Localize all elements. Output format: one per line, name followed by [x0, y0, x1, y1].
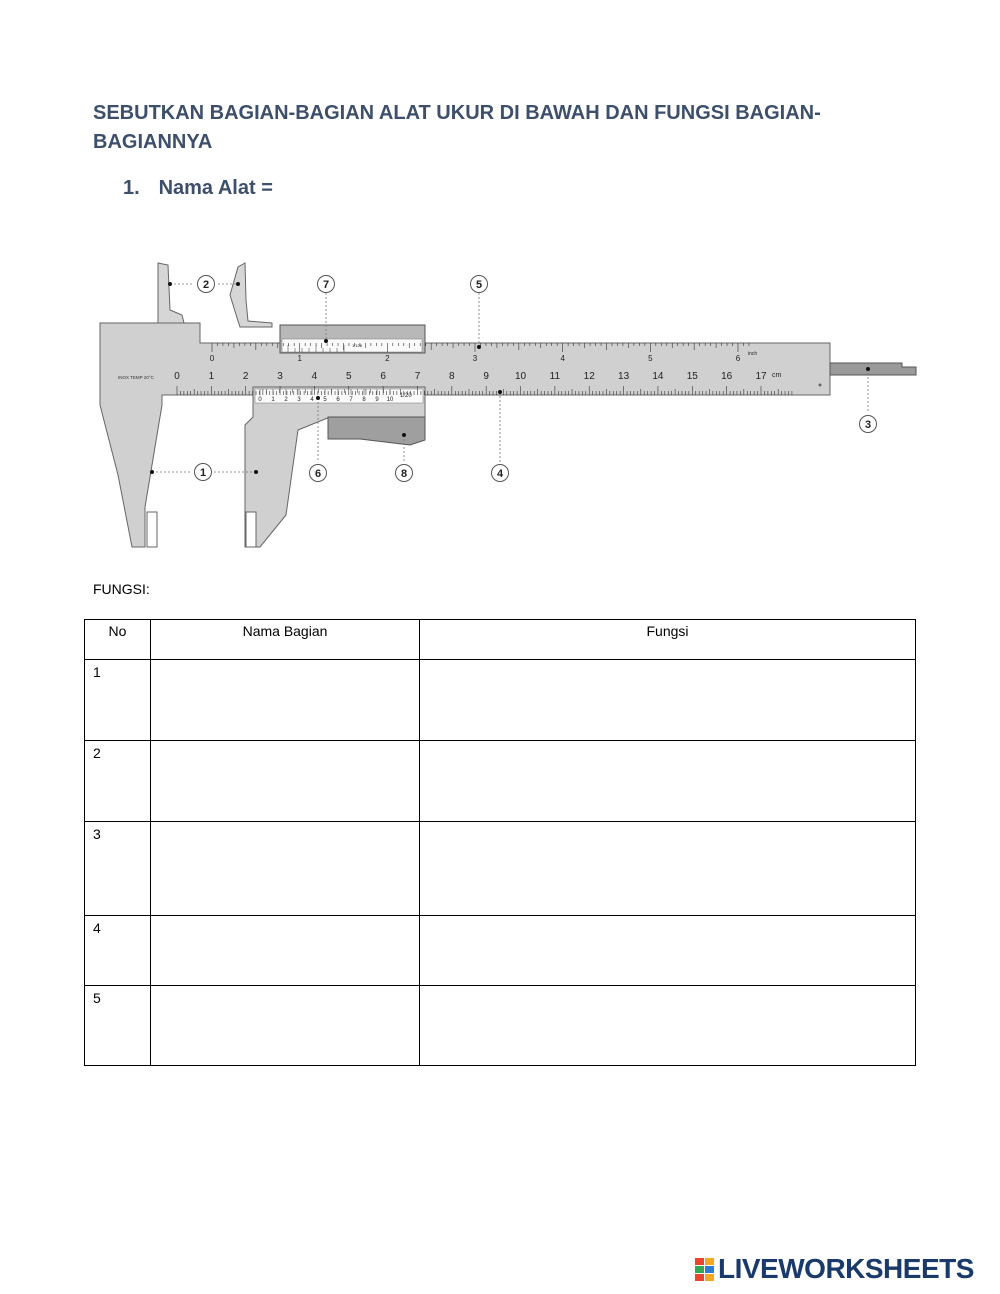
inch-tick-label: 2 [385, 354, 390, 363]
caliper-diagram [90, 255, 925, 555]
stamp-text: INOX TEMP 20°C [118, 375, 154, 380]
nama-bagian-cell[interactable] [151, 741, 420, 822]
svg-text:7: 7 [322, 279, 330, 291]
cm-tick-label: 13 [618, 371, 630, 382]
footer-brand: LIVEWORKSHEETS [718, 1253, 974, 1284]
table-header-row [85, 620, 916, 660]
logo-square [695, 1258, 704, 1265]
part-label-3 [860, 416, 877, 433]
row-number: 2 [85, 741, 151, 822]
cm-tick-label: 3 [277, 371, 283, 382]
svg-text:6: 6 [314, 468, 322, 480]
cm-tick-label: 16 [721, 371, 733, 382]
fungsi-table [84, 619, 916, 1066]
header-fungsi: Fungsi [420, 620, 916, 660]
question-number: 1. [123, 177, 140, 199]
inch-tick-label: 5 [648, 354, 653, 363]
vernier-tick-label: 1 [271, 397, 275, 403]
cm-tick-label: 17 [755, 371, 767, 382]
svg-text:5: 5 [475, 279, 483, 291]
row-number: 3 [85, 822, 151, 916]
svg-text:4: 4 [496, 468, 504, 480]
cm-tick-label: 6 [380, 371, 386, 382]
svg-text:1: 1 [199, 467, 207, 479]
cm-tick-label: 2 [242, 371, 249, 382]
row-number: 4 [85, 916, 151, 986]
part-label-8 [396, 465, 413, 482]
cm-tick-label: 5 [345, 371, 352, 382]
cm-tick-label: 9 [483, 371, 489, 382]
part-label-5 [471, 276, 488, 293]
question-label: Nama Alat = [158, 177, 273, 199]
fungsi-cell[interactable] [420, 660, 916, 741]
vernier-tick-label: 4 [310, 397, 314, 403]
cm-tick-label: 0 [174, 371, 180, 382]
part-label-1 [195, 464, 212, 481]
svg-text:2: 2 [202, 279, 210, 291]
cm-tick-label: 7 [414, 371, 421, 382]
nama-bagian-cell[interactable] [151, 660, 420, 741]
table-row [85, 660, 916, 741]
cm-tick-label: 8 [449, 371, 455, 382]
row-number: 1 [85, 660, 151, 741]
vernier-tick-label: 8 [362, 397, 366, 403]
inch-vernier-precision: 1/128 [352, 343, 363, 348]
header-no: No [85, 620, 151, 660]
vernier-tick-label: 9 [375, 397, 379, 403]
vernier-precision: 1/20 [400, 393, 412, 399]
row-number: 5 [85, 986, 151, 1066]
cm-tick-label: 11 [549, 371, 561, 382]
inch-tick-label: 4 [560, 354, 565, 363]
vernier-tick-label: 7 [349, 397, 353, 403]
vernier-tick-label: 6 [336, 397, 340, 403]
logo-square [695, 1274, 704, 1281]
header-nama-bagian: Nama Bagian [151, 620, 420, 660]
cm-tick-label: 10 [514, 371, 527, 382]
footer-logo[interactable] [695, 1253, 974, 1285]
vernier-tick-label: 0 [258, 397, 262, 403]
vernier-tick-label: 5 [323, 397, 327, 403]
inch-tick-label: 0 [209, 354, 215, 363]
inch-tick-label: 1 [297, 354, 302, 363]
svg-text:3: 3 [864, 419, 872, 431]
fungsi-cell[interactable] [420, 822, 916, 916]
vernier-tick-label: 3 [297, 397, 301, 403]
inch-unit: inch [748, 351, 758, 357]
cm-unit: cm [772, 372, 782, 379]
vernier-tick-label: 2 [284, 397, 288, 403]
table-row [85, 986, 916, 1066]
inch-tick-label: 6 [735, 354, 741, 363]
fungsi-label: FUNGSI: [93, 581, 150, 597]
logo-square [705, 1274, 714, 1281]
cm-tick-label: 1 [208, 371, 215, 382]
worksheet-title: SEBUTKAN BAGIAN-BAGIAN ALAT UKUR DI BAWAH DAN FUNGSI BAGIAN-BAGIANNYA [93, 102, 821, 153]
part-label-6 [310, 465, 327, 482]
nama-bagian-cell[interactable] [151, 822, 420, 916]
svg-text:8: 8 [400, 468, 408, 480]
logo-square [695, 1266, 704, 1273]
liveworksheets-logo-icon [695, 1258, 714, 1281]
fungsi-cell[interactable] [420, 986, 916, 1066]
cm-tick-label: 15 [686, 371, 698, 382]
part-label-7 [318, 276, 335, 293]
vernier-tick-label: 10 [386, 397, 394, 403]
part-label-4 [492, 465, 509, 482]
part-label-2 [198, 276, 215, 293]
nama-bagian-cell[interactable] [151, 916, 420, 986]
table-row [85, 741, 916, 822]
cm-tick-label: 14 [652, 371, 664, 382]
cm-tick-label: 12 [583, 371, 595, 382]
inch-tick-label: 3 [472, 354, 478, 363]
fungsi-cell[interactable] [420, 916, 916, 986]
fungsi-cell[interactable] [420, 741, 916, 822]
cm-tick-label: 4 [311, 371, 318, 382]
nama-bagian-cell[interactable] [151, 986, 420, 1066]
table-row [85, 916, 916, 986]
table-row [85, 822, 916, 916]
logo-square [705, 1266, 714, 1273]
question-1 [123, 177, 273, 200]
logo-square [705, 1258, 714, 1265]
